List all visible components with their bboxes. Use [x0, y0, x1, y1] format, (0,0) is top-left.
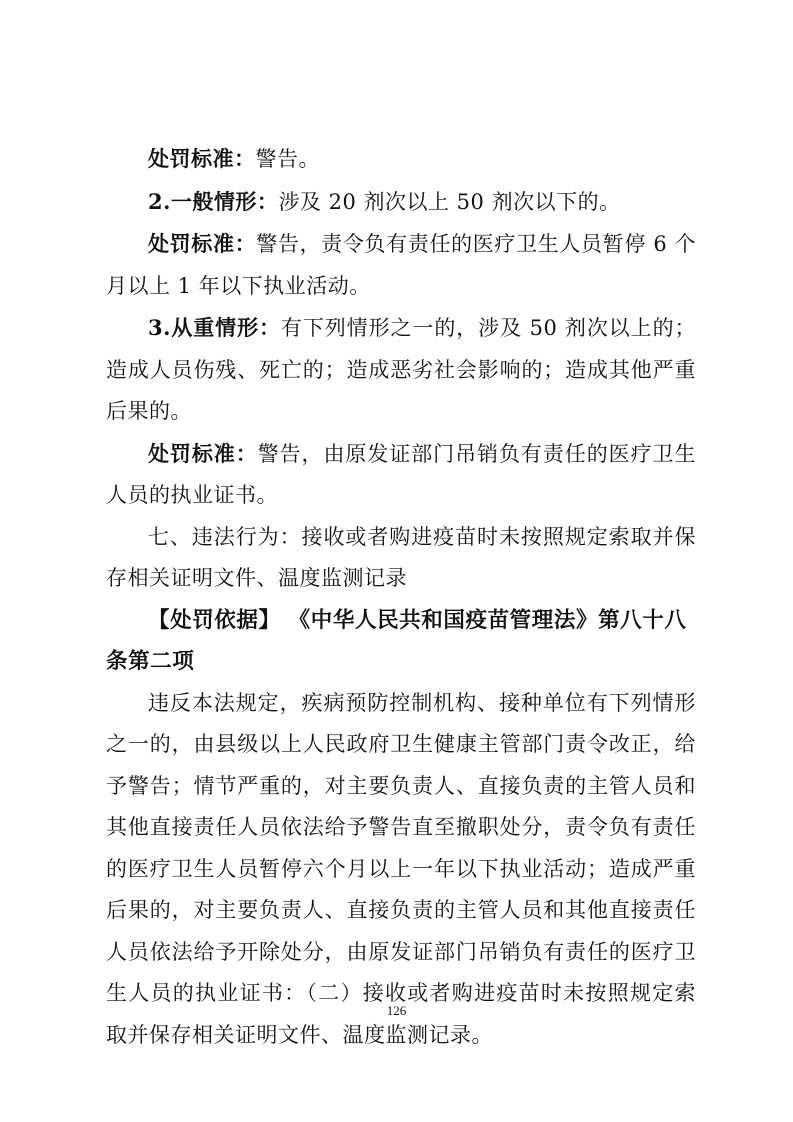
penalty-standard-paragraph [106, 433, 696, 517]
section-title: 七、违法行为：接收或者购进疫苗时未按照规定索取并保存相关证明文件、温度监测记录 [106, 524, 696, 590]
paragraph-label: 处罚标准： [148, 440, 258, 466]
law-article-text: 违反本法规定，疾病预防控制机构、接种单位有下列情形之一的，由县级以上人民政府卫生健康主管部门责令改正，给予警告；情节严重的，对主要负责人、直接负责的主管人员和其他直接责任人员依法给予警告直至撤职处分，责令负有责任的医疗卫生人员暂停六个月以上一年以下执业活动；造成严重后果的，对主要负责人、直接负责的主管人员和其他直接责任人员依法给予开除处分，由原发证部门吊销负有责任的医疗卫生人员的执业证书：（二）接收或者购进疫苗时未按照规定索取并保存相关证明文件、温度监测记录。 [106, 690, 696, 1047]
paragraph-text: 涉及 20 剂次以上 50 剂次以下的。 [278, 189, 621, 214]
penalty-standard-paragraph [106, 138, 696, 181]
document-page [106, 138, 696, 1056]
aggravated-case-paragraph [106, 307, 696, 433]
paragraph-label: 处罚标准： [148, 146, 256, 171]
paragraph-text: 警告，责令负有责任的医疗卫生人员暂停 6 个月以上 1 年以下执业活动。 [106, 232, 697, 298]
paragraph-text: 警告，由原发证部门吊销负有责任的医疗卫生人员的执业证书。 [106, 441, 696, 507]
paragraph-label: 2.一般情形： [148, 188, 279, 214]
page-number: 126 [386, 1003, 407, 1018]
paragraph-label: 3.从重情形： [148, 315, 281, 340]
paragraph-text: 有下列情形之一的，涉及 50 剂次以上的；造成人员伤残、死亡的；造成恶劣社会影响的；造成其他严重后果的。 [106, 316, 696, 423]
general-case-paragraph [106, 181, 696, 224]
penalty-basis-heading: 【处罚依据】 《中华人民共和国疫苗管理法》第八十八条第二项 [106, 607, 687, 674]
paragraph-label: 处罚标准： [148, 231, 257, 256]
penalty-standard-paragraph [106, 223, 696, 307]
paragraph-text: 警告。 [255, 147, 320, 171]
